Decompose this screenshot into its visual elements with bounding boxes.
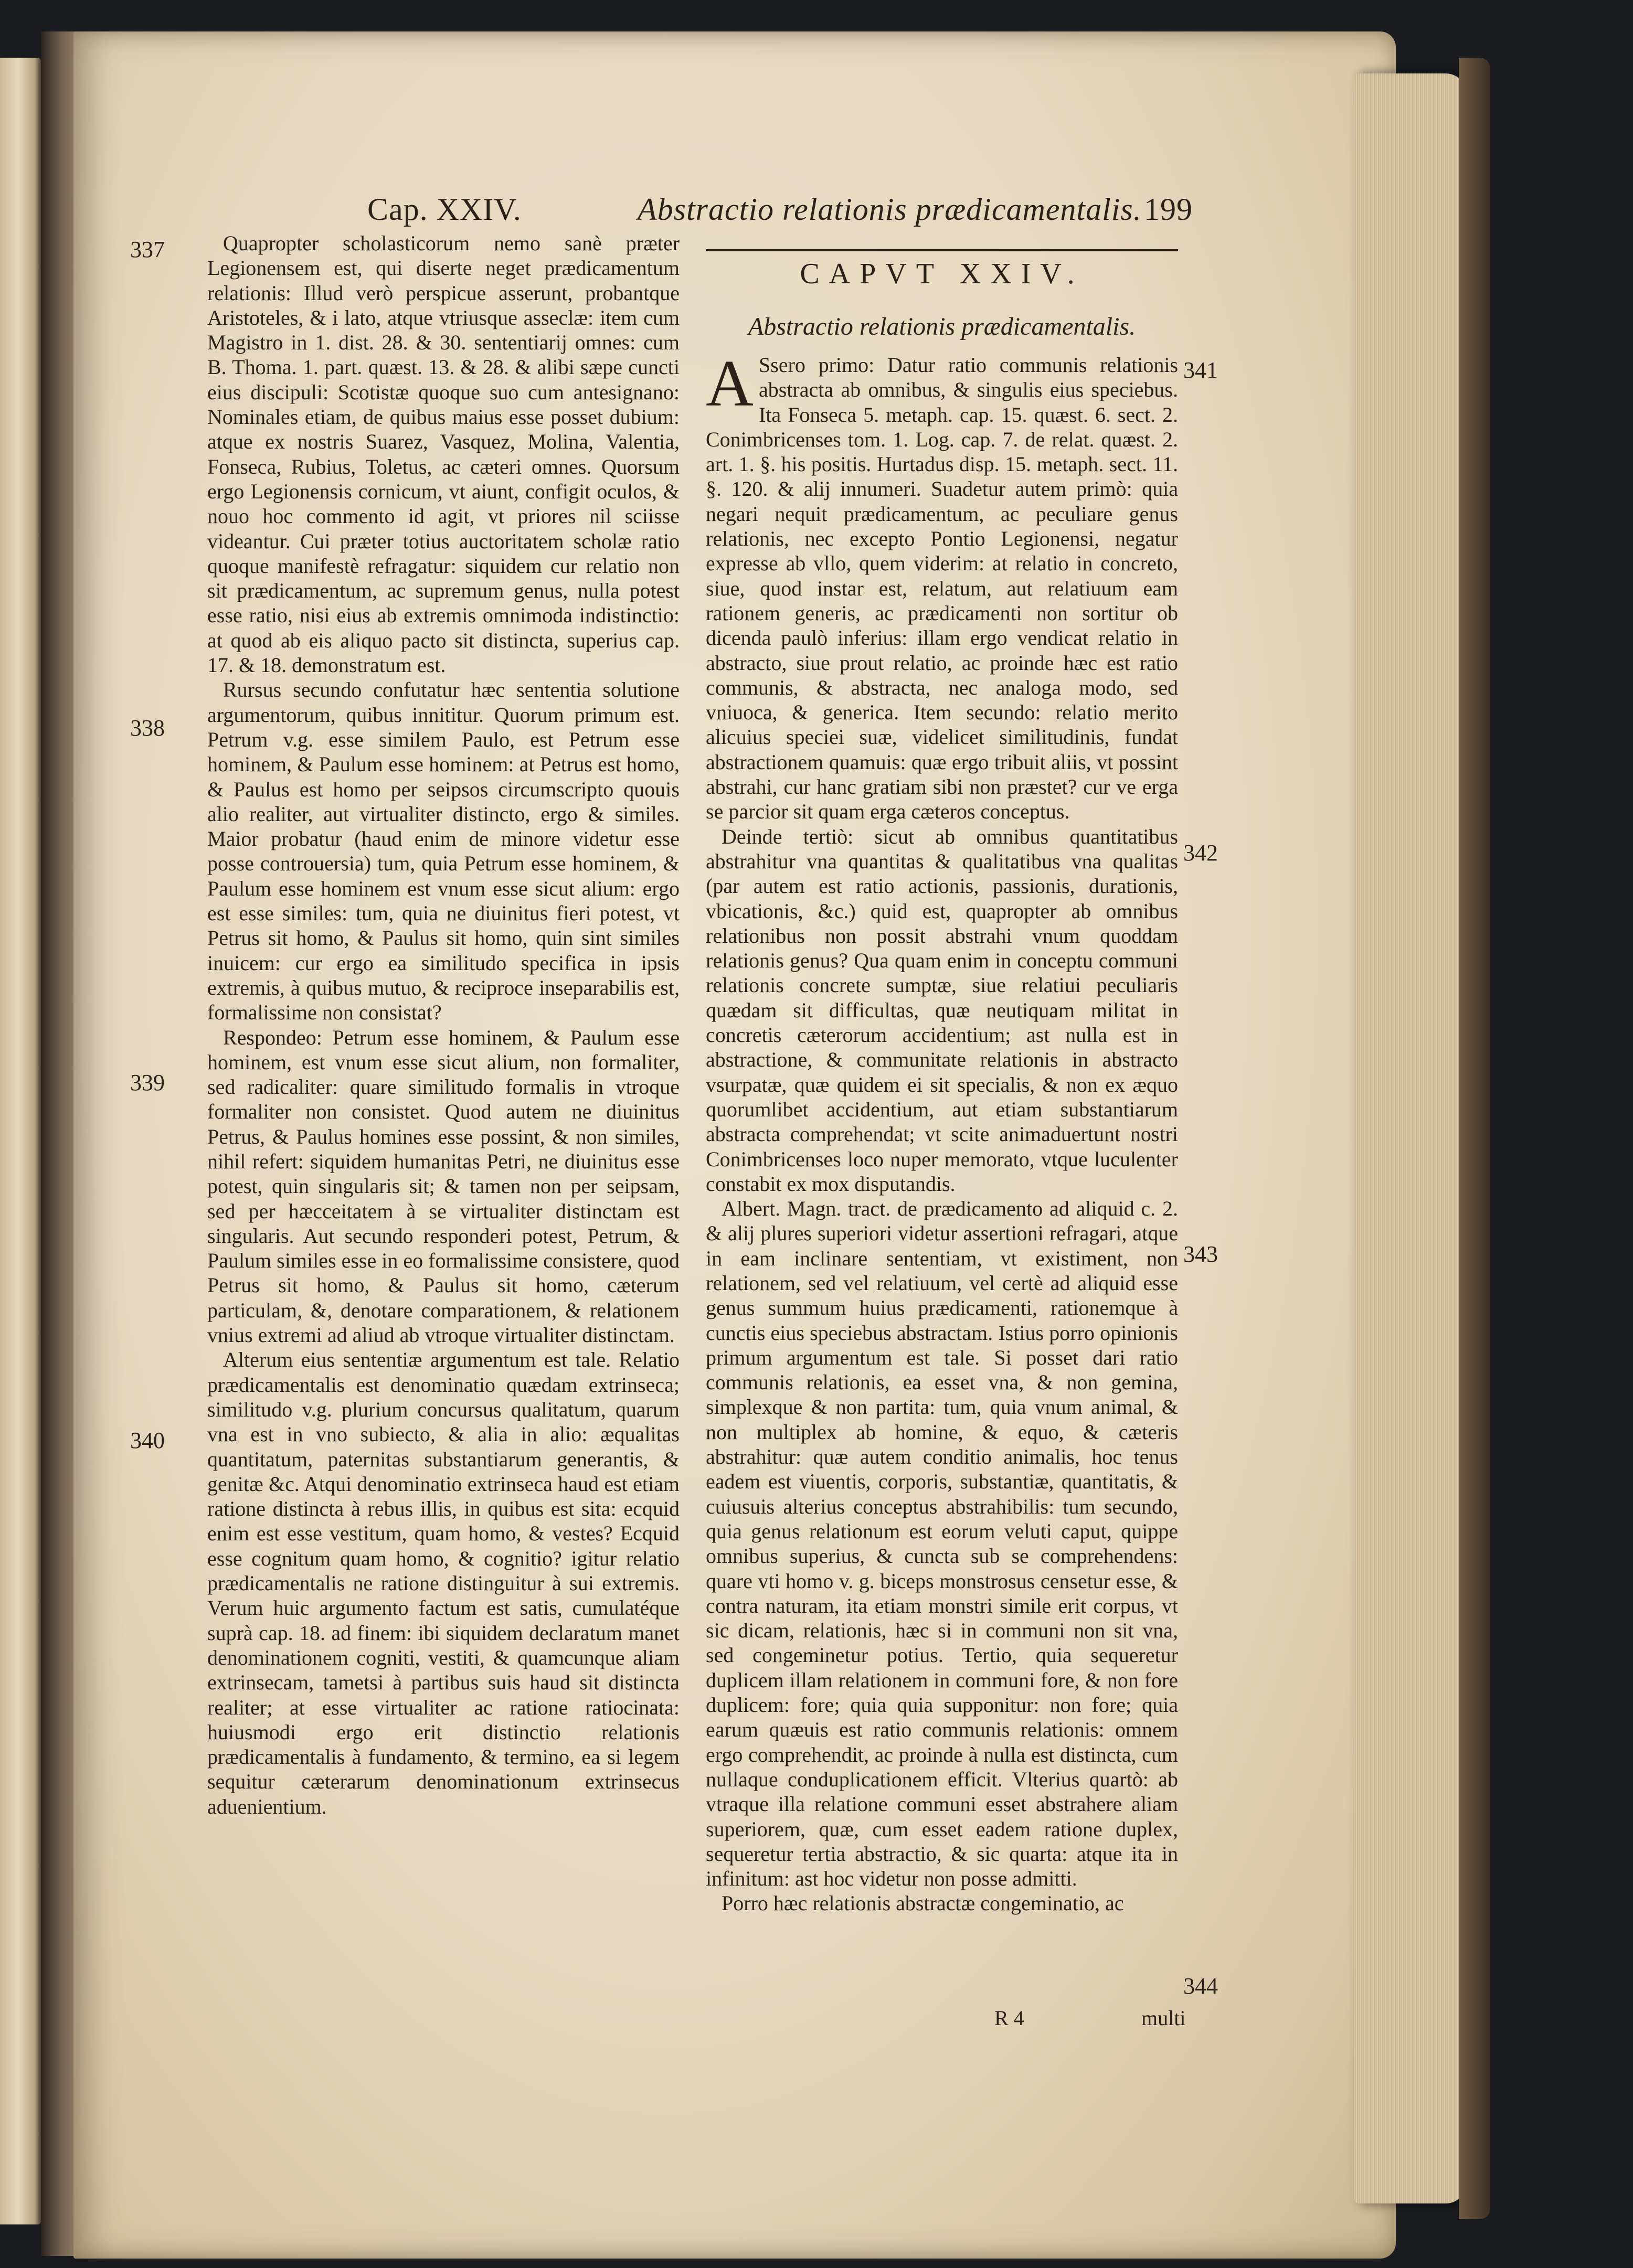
margin-number: 340	[130, 1428, 165, 1453]
paragraph-341	[706, 347, 1178, 824]
margin-number: 342	[1183, 840, 1218, 866]
paragraph-344: Porro hæc relationis abstractæ congeminatio, ac	[722, 1891, 1124, 1915]
facing-page-edge	[0, 58, 41, 2224]
paragraph-339: Respondeo: Petrum esse hominem, & Paulum esse hominem, est vnum esse sicut alium, non formaliter, sed radicaliter: quare similitudo formalis in vtroque formaliter non consistet. Quod autem ne diuinitus Petrus, & Paulus homines esse possint, & non similes, nihil refert: siquidem humanitas Petri, ne diuinitus esse potest, quin singularis sit; & tamen non per seipsam, sed per hæcceitatem à se virtualiter distinctam est singularis. Aut secundo responderi potest, Petrum, & Paulum similes esse in eo formalissime consistere, quod Petrus sit homo, & Paulus sit homo, cæterum particulam, &, denotare comparationem, & relationem vnius extremi ad aliud ab vtroque virtualiter distinctam.	[207, 1025, 680, 1347]
paragraph-341-text: Ssero primo: Datur ratio communis relationis abstracta ab omnibus, & singulis eius speciebus. Ita Fonseca 5. metaph. cap. 15. quæst. 6. sect. 2. Conimbricenses tom. 1. Log. cap. 7. de relat. quæst. 2. art. 1. §. his positis. Hurtadus disp. 15. metaph. sect. 11. §. 120. & alij innumeri. Suadetur autem primò: quia negari nequit prædicamentum, ac peculiare genus relationis, nec excepto Pontio Legionensi, negatur expresse ab vllo, quem viderim: at relatio in concreto, siue, quod instar est, relatum, aut relatiuum eam rationem generis, ac prædicamenti non sortitur ob dicenda paulò inferius: illam ergo vendicat relatio in abstracto, siue prout relatio, ac proinde hæc est ratio communis, & abstracta, nec analoga modo, sed vniuoca, & generica. Item secundo: relatio merito alicuius speciei suæ, videlicet similitudinis, fundat abstractionem quamuis: quæ ergo tribuit aliis, vt possint abstrahi, cur hanc gratiam sibi non præstet? cur ve erga se parcior sit quam erga cæteros conceptus.	[706, 353, 1178, 824]
drop-cap: A	[706, 347, 754, 420]
chapter-subtitle: Abstractio relationis prædicamentalis.	[748, 313, 1136, 340]
paragraph-338: Rursus secundo confutatur hæc sententia solutione argumentorum, quibus innititur. Quorum primum est. Petrum v.g. esse similem Paulo, est Petrum esse hominem, & Paulum esse hominem: at Petrus est homo, & Paulus est homo per seipsos circumscripto quouis alio realiter, aut virtualiter distincto, ergo & similes. Maior probatur (haud enim de minore videtur esse posse controuersia) tum, quia Petrum esse hominem, & Paulum esse hominem est vnum esse sicut alium: ergo est esse similes: tum, quia ne diuinitus fieri potest, vt Petrus sit homo, & Paulus sit homo, quin sint similes inuicem: cur ergo ea similitudo specifica in ipsis extremis, à quibus mutuo, & reciproce inseparabilis est, formalissime non consistat?	[207, 678, 680, 1025]
margin-number: 339	[130, 1070, 165, 1095]
paragraph-343: Albert. Magn. tract. de prædicamento ad aliquid c. 2. & alij plures superiori videtur assertioni refragari, atque in eam inclinare sententiam, vt existiment, non relationem, sed vel relatiuum, vel certè ad aliquid esse genus summum huius prædicamenti, rationemque à cunctis eius speciebus abstractam. Istius porro opinionis primum argumentum est tale. Si posset dari ratio communis relationis, ea esset vna, & non gemina, simplexque & non partita: tum, quia vnum animal, & non multiplex ab homine, & equo, & cæteris abstrahitur: quæ autem conditio animalis, hoc tenus eadem est viuentis, corporis, substantiæ, quantitatis, & cuiusuis alterius conceptus abstrahibilis: tum secundo, quia genus relationum est eorum veluti caput, quippe omnibus superius, & cuncta sub se comprehendens: quare vti homo v. g. biceps monstrosus censetur esse, & contra naturam, ita etiam monstri simile erit corpus, vt sic dicam, relationis, hæc si in communi non sit vna, sed congeminetur potius. Tertio, quia sequeretur duplicem illam relationem in communi fore, & non fore duplicem: fore; quia quia supponitur: non fore; quia earum quæuis est ratio communis relationis: omnem ergo comprehendit, ac proinde à nulla est distincta, cum nullaque conduplicationem efficit. Vlterius quartò: ab vtraque illa relatione communi esset abstrahere aliam superiorem, quæ, cum esset eadem ratione duplex, sequeretur tertia abstractio, & sic quarta: atque ita in infinitum: ast hoc videtur non posse admitti.	[706, 1197, 1178, 1891]
signature-mark: R 4	[994, 2006, 1024, 2030]
paragraph-340: Alterum eius sententiæ argumentum est tale. Relatio prædicamentalis est denominatio quædam extrinseca; similitudo v.g. plurium concursus qualitatum, quarum vna est in vno subiecto, & alia in alio: æqualitas quantitatum, paternitas substantiarum generantis, & genitæ &c. Atqui denominatio extrinseca haud est etiam ratione distincta à rebus illis, in quibus est sita: ecquid enim est esse vestitum, quam homo, & vestes? Ecquid esse cognitum quam homo, & cognitio? igitur relatio prædicamentalis ne ratione distinguitur à sui extremis. Verum huic argumento factum est satis, cumulatéque suprà cap. 18. ad finem: ibi siquidem declaratum manet denominationem cogniti, vestiti, & quamcunque aliam extrinsecam, tametsi à partibus suis haud sit distincta realiter; at esse virtualiter ac ratione ratiocinata: huiusmodi ergo erit distinctio relationis prædicamentalis à fundamento, & termino, ea si legem sequitur cæterarum denominationum extrinsecus aduenientium.	[207, 1348, 680, 1818]
right-text-column	[706, 347, 1178, 1916]
page-block-fore-edge	[1354, 73, 1467, 2203]
page-number: 199	[1144, 192, 1193, 227]
margin-number: 338	[130, 715, 165, 741]
margin-number: 341	[1183, 357, 1218, 383]
margin-number: 344	[1183, 1973, 1218, 1999]
paragraph-337: Quapropter scholasticorum nemo sanè præter Legionensem est, qui diserte neget prædicamentum relationis: Illud verò perspicue asserunt, probantque Aristoteles, & i lato, atque vtriusque asseclæ: item cum Magistro in 1. dist. 28. & 30. sententiarij omnes: cum B. Thoma. 1. part. quæst. 13. & 28. & alibi sæpe cuncti eius discipuli: Scotistæ quoque suo cum antesignano: Nominales etiam, de quibus maius esse posset dubium: atque ex nostris Suarez, Vasquez, Molina, Valentia, Fonseca, Rubius, Toletus, ac cæteri omnes. Quorsum ergo Legionensis cornicum, vt aiunt, configit oculos, & nouo hoc commento id agit, vt priores nil sciisse videantur. Cui præter totius auctoritatem scholæ ratio quoque manifestè refragatur: siquidem cur relatio non sit prædicamentum, ac supremum genus, nulla potest esse ratio, nisi eius ab extremis omnimoda indistinctio: at quod ab eis aliquo pacto sit distincta, superius cap. 17. & 18. demonstratum est.	[207, 231, 680, 677]
running-head-chapter: Cap. XXIV.	[367, 192, 522, 227]
margin-number: 343	[1183, 1241, 1218, 1267]
chapter-heading: CAPVT XXIV.	[800, 258, 1084, 290]
paragraph-342: Deinde tertiò: sicut ab omnibus quantitatibus abstrahitur vna quantitas & qualitatibus vna qualitas (par autem est ratio actionis, passionis, durationis, vbicationis, &c.) quid est, quapropter ab omnibus relationibus non possit abstrahi vnum quoddam relationis genus? Qua quam enim in conceptu communi relationis concrete sumptæ, siue relatiui peculiaris quædam sit difficultas, quæ neutiquam militat in concretis cæterorum accidentium; ast nulla est in abstractione, & communitate relationis in abstracto vsurpatæ, quæ quidem ei sit specialis, & non ex æquo quorumlibet accidentium, aut etiam substantiarum abstracta comprehendat; vt scite animaduertunt nostri Conimbricenses loco nuper memorato, vtque luculenter constabit ex mox disputandis.	[706, 824, 1178, 1196]
running-head-title: Abstractio relationis prædicamentalis.	[638, 192, 1142, 227]
book-cover-edge	[1459, 58, 1490, 2219]
margin-number: 337	[130, 237, 165, 262]
page-footer	[706, 2006, 1186, 2032]
catchword: multi	[1141, 2006, 1186, 2030]
heading-rule	[706, 249, 1178, 251]
left-text-column	[207, 231, 680, 1819]
